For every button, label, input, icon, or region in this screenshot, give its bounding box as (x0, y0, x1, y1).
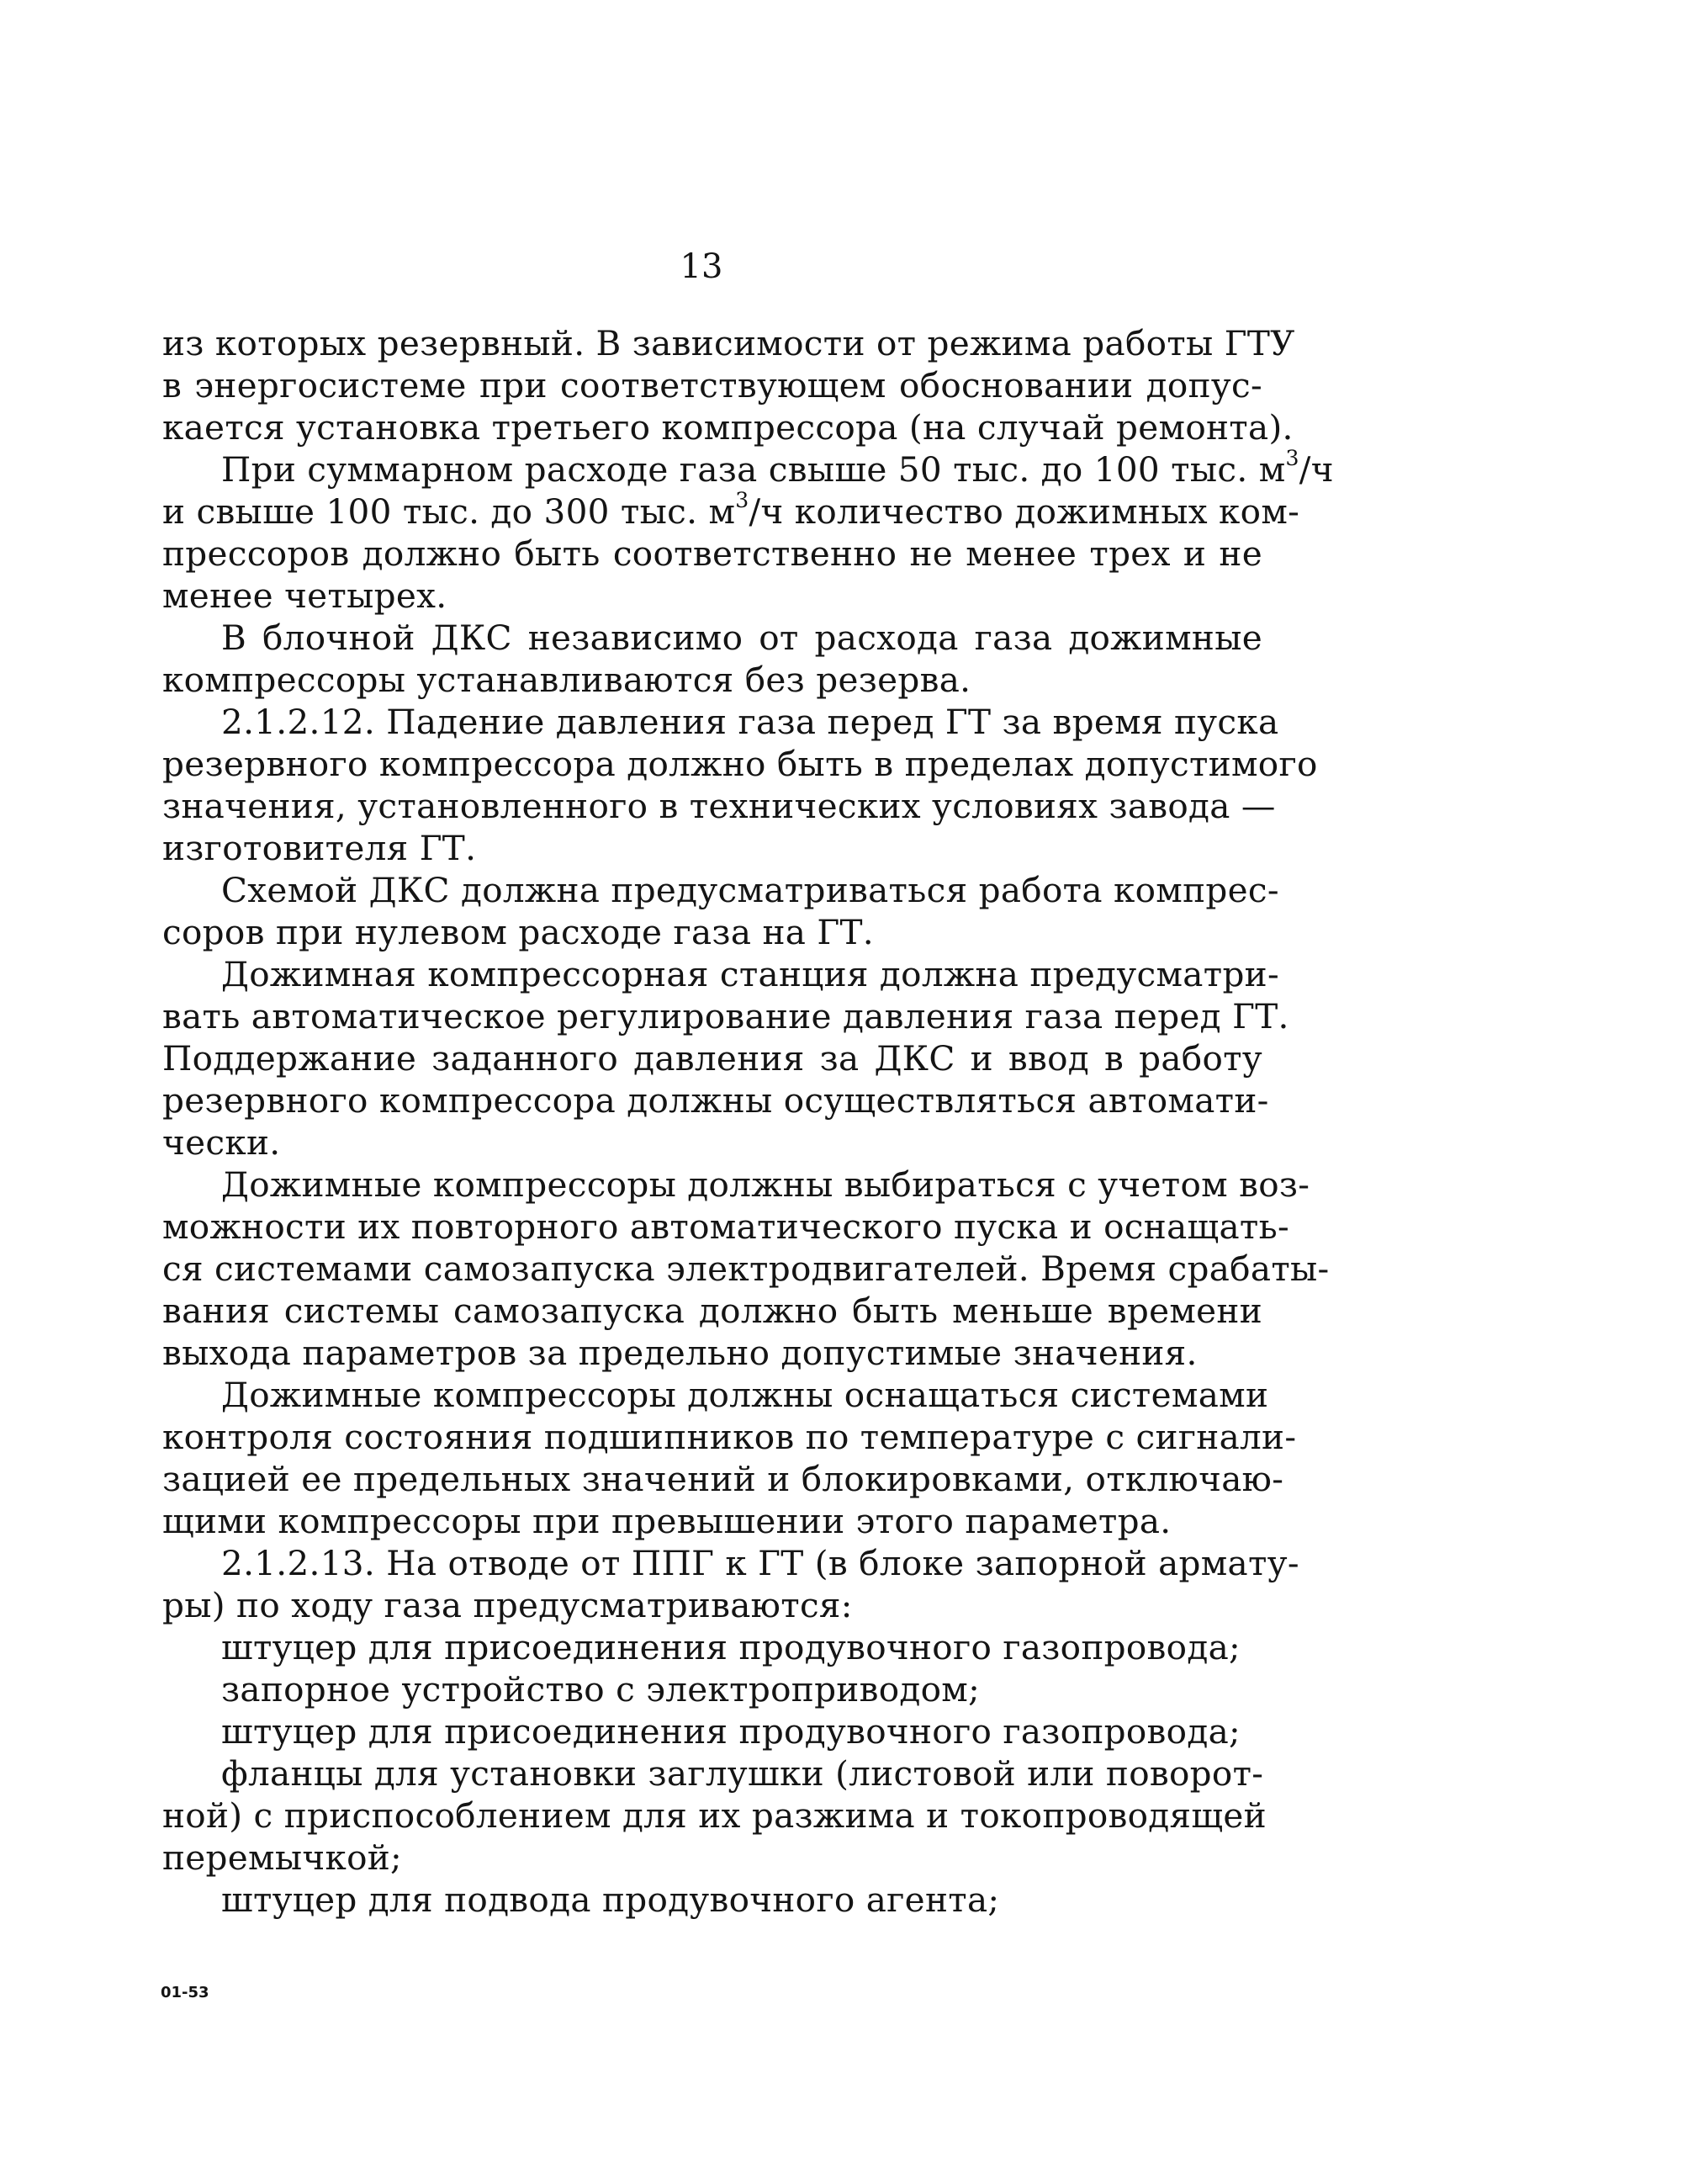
text-line: запорное устройство с электроприводом; (221, 1669, 981, 1710)
text-line: прессоров должно быть соответственно не менее трех и не (162, 533, 1262, 574)
body-text (162, 322, 1334, 1921)
text-line: можности их повторного автоматического пуска и оснащать- (162, 1206, 1289, 1247)
text-line: вать автоматическое регулирование давления газа перед ГТ. (162, 996, 1289, 1036)
text-line: Дожимные компрессоры должны оснащаться системами (221, 1375, 1269, 1415)
text-line: в энергосистеме при соответствующем обосновании допус- (162, 365, 1262, 406)
text-line: чески. (162, 1122, 281, 1163)
text-line: щими компрессоры при превышении этого параметра. (162, 1501, 1172, 1541)
text-line: штуцер для подвода продувочного агента; (221, 1879, 1000, 1920)
text-line: компрессоры устанавливаются без резерва. (162, 660, 971, 700)
text-line: ры) по ходу газа предусматриваются: (162, 1585, 853, 1625)
text-line: ной) с приспособлением для их разжима и токопроводящей (162, 1795, 1267, 1836)
text-line: резервного компрессора должны осуществляться автомати- (162, 1080, 1269, 1121)
text-line: соров при нулевом расходе газа на ГТ. (162, 912, 874, 952)
text-line: 2.1.2.13. На отводе от ППГ к ГТ (в блоке запорной армату- (221, 1543, 1299, 1583)
text-line: штуцер для присоединения продувочного газопровода; (221, 1627, 1241, 1667)
text-line: резервного компрессора должно быть в пределах допустимого (162, 744, 1318, 784)
text-line: значения, установленного в технических условиях завода — (162, 786, 1276, 826)
page-number: 13 (680, 247, 723, 286)
text-line: Дожимные компрессоры должны выбираться с учетом воз- (221, 1164, 1310, 1205)
text-line: и свыше 100 тыс. до 300 тыс. $м^3/ч$ количество дожимных ком- (162, 488, 1300, 532)
text-line: При суммарном расходе газа свыше 50 тыс. до 100 тыс. $м^3/ч$ (221, 446, 1334, 490)
text-line: зацией ее предельных значений и блокировками, отключаю- (162, 1459, 1284, 1499)
text-line: из которых резервный. В зависимости от режима работы ГТУ (162, 323, 1295, 363)
text-line: изготовителя ГТ. (162, 828, 477, 868)
text-line: перемычкой; (162, 1837, 403, 1878)
text-line: контроля состояния подшипников по температуре с сигнали- (162, 1417, 1297, 1457)
text-line: фланцы для установки заглушки (листовой или поворот- (221, 1753, 1264, 1794)
text-line: вания системы самозапуска должно быть меньше времени (162, 1291, 1262, 1331)
text-line: Схемой ДКС должна предусматриваться работа компрес- (221, 870, 1279, 910)
footer-code: 01-53 (161, 1984, 209, 2001)
text-line: выхода параметров за предельно допустимые значения. (162, 1333, 1198, 1373)
text-line: В блочной ДКС независимо от расхода газа дожимные (221, 618, 1262, 658)
text-line: штуцер для присоединения продувочного газопровода; (221, 1711, 1241, 1752)
text-line: ся системами самозапуска электродвигателей. Время срабаты- (162, 1248, 1330, 1289)
text-line: менее четырех. (162, 575, 447, 616)
text-line: Дожимная компрессорная станция должна предусматри- (221, 954, 1279, 994)
text-line: кается установка третьего компрессора (на случай ремонта). (162, 407, 1294, 448)
text-line: Поддержание заданного давления за ДКС и ввод в работу (162, 1038, 1262, 1079)
text-line: 2.1.2.12. Падение давления газа перед ГТ за время пуска (221, 702, 1279, 742)
